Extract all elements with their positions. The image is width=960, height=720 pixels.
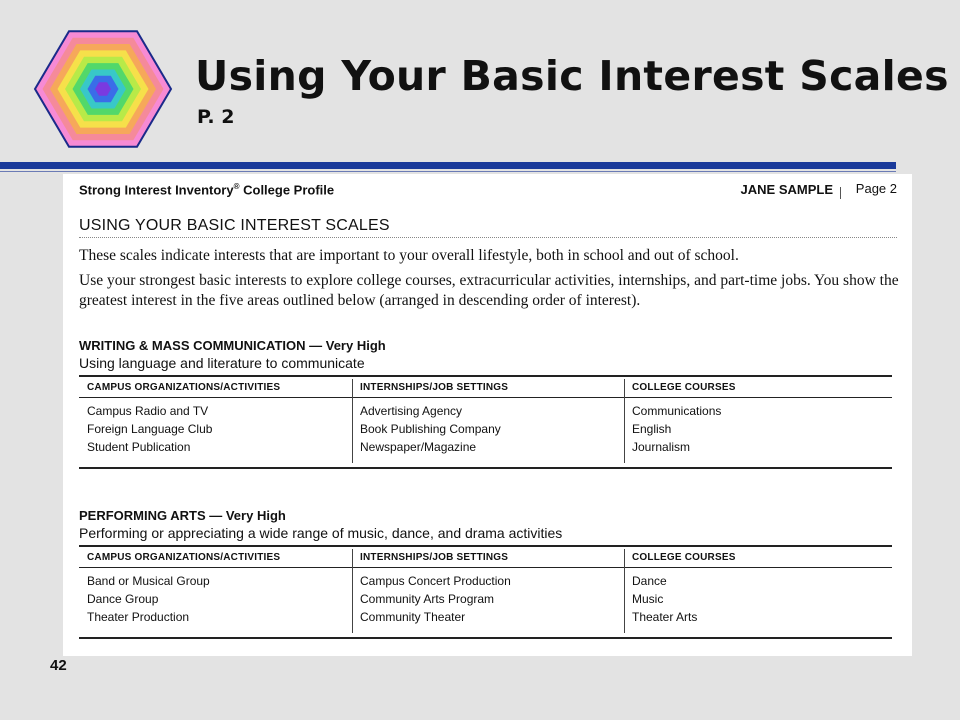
list-item: Campus Concert Production — [360, 574, 511, 588]
college-courses-column — [632, 377, 736, 467]
column-header: CAMPUS ORGANIZATIONS/ACTIVITIES — [87, 552, 281, 563]
list-item: Community Theater — [360, 610, 466, 624]
scanned-document — [63, 174, 912, 656]
column-header: INTERNSHIPS/JOB SETTINGS — [360, 382, 509, 393]
instructions-paragraph: Use your strongest basic interests to explore college courses, extracurricular activities, internships, and part-time jobs. You show the greatest interest in the five areas outlined below (arranged in descending order of interest). — [79, 272, 899, 309]
column-header: COLLEGE COURSES — [632, 552, 736, 563]
section-description: Performing or appreciating a wide range of music, dance, and drama activities — [79, 525, 563, 541]
list-item: Theater Arts — [632, 610, 698, 624]
list-item: Book Publishing Company — [360, 422, 501, 436]
intro-paragraph: These scales indicate interests that are important to your overall lifestyle, both in school and out of school. — [79, 247, 739, 264]
column-divider — [352, 549, 353, 633]
document-header — [79, 182, 897, 202]
column-divider — [624, 379, 625, 463]
internships-column — [360, 377, 508, 467]
person-name: JANE SAMPLE — [740, 182, 833, 197]
list-item: Student Publication — [87, 440, 191, 454]
interest-section — [79, 508, 892, 639]
list-item: Foreign Language Club — [87, 422, 213, 436]
column-divider — [624, 549, 625, 633]
interest-table — [79, 545, 892, 639]
campus-organizations-column — [87, 377, 280, 467]
column-header: COLLEGE COURSES — [632, 382, 736, 393]
internships-column — [360, 547, 511, 637]
title-rule-thin — [0, 171, 896, 172]
interest-section — [79, 338, 892, 469]
list-item: Newspaper/Magazine — [360, 440, 477, 454]
list-item: Band or Musical Group — [87, 574, 210, 588]
slide-number: 42 — [50, 657, 67, 674]
document-heading: USING YOUR BASIC INTEREST SCALES — [79, 217, 390, 234]
heading-divider — [79, 237, 897, 238]
column-header: INTERNSHIPS/JOB SETTINGS — [360, 552, 509, 563]
page-label: Page 2 — [855, 181, 897, 196]
list-item: Community Arts Program — [360, 592, 495, 606]
campus-organizations-column — [87, 547, 280, 637]
header-separator — [840, 187, 841, 199]
interest-table — [79, 375, 892, 469]
section-description: Using language and literature to communicate — [79, 355, 365, 371]
rainbow-hexagon-icon — [28, 20, 178, 158]
column-divider — [352, 379, 353, 463]
list-item: English — [632, 422, 672, 436]
list-item: Music — [632, 592, 664, 606]
column-header: CAMPUS ORGANIZATIONS/ACTIVITIES — [87, 382, 281, 393]
list-item: Communications — [632, 404, 722, 418]
document-name: Strong Interest Inventory® College Profile — [79, 182, 335, 198]
college-courses-column — [632, 547, 736, 637]
list-item: Advertising Agency — [360, 404, 463, 418]
list-item: Campus Radio and TV — [87, 404, 209, 418]
section-title: WRITING & MASS COMMUNICATION — Very High — [79, 338, 386, 353]
list-item: Journalism — [632, 440, 691, 454]
list-item: Theater Production — [87, 610, 190, 624]
slide-title: Using Your Basic Interest Scales — [195, 52, 949, 100]
list-item: Dance — [632, 574, 667, 588]
section-title: PERFORMING ARTS — Very High — [79, 508, 286, 523]
title-rule — [0, 162, 896, 169]
slide-subtitle: P. 2 — [197, 106, 235, 128]
list-item: Dance Group — [87, 592, 159, 606]
